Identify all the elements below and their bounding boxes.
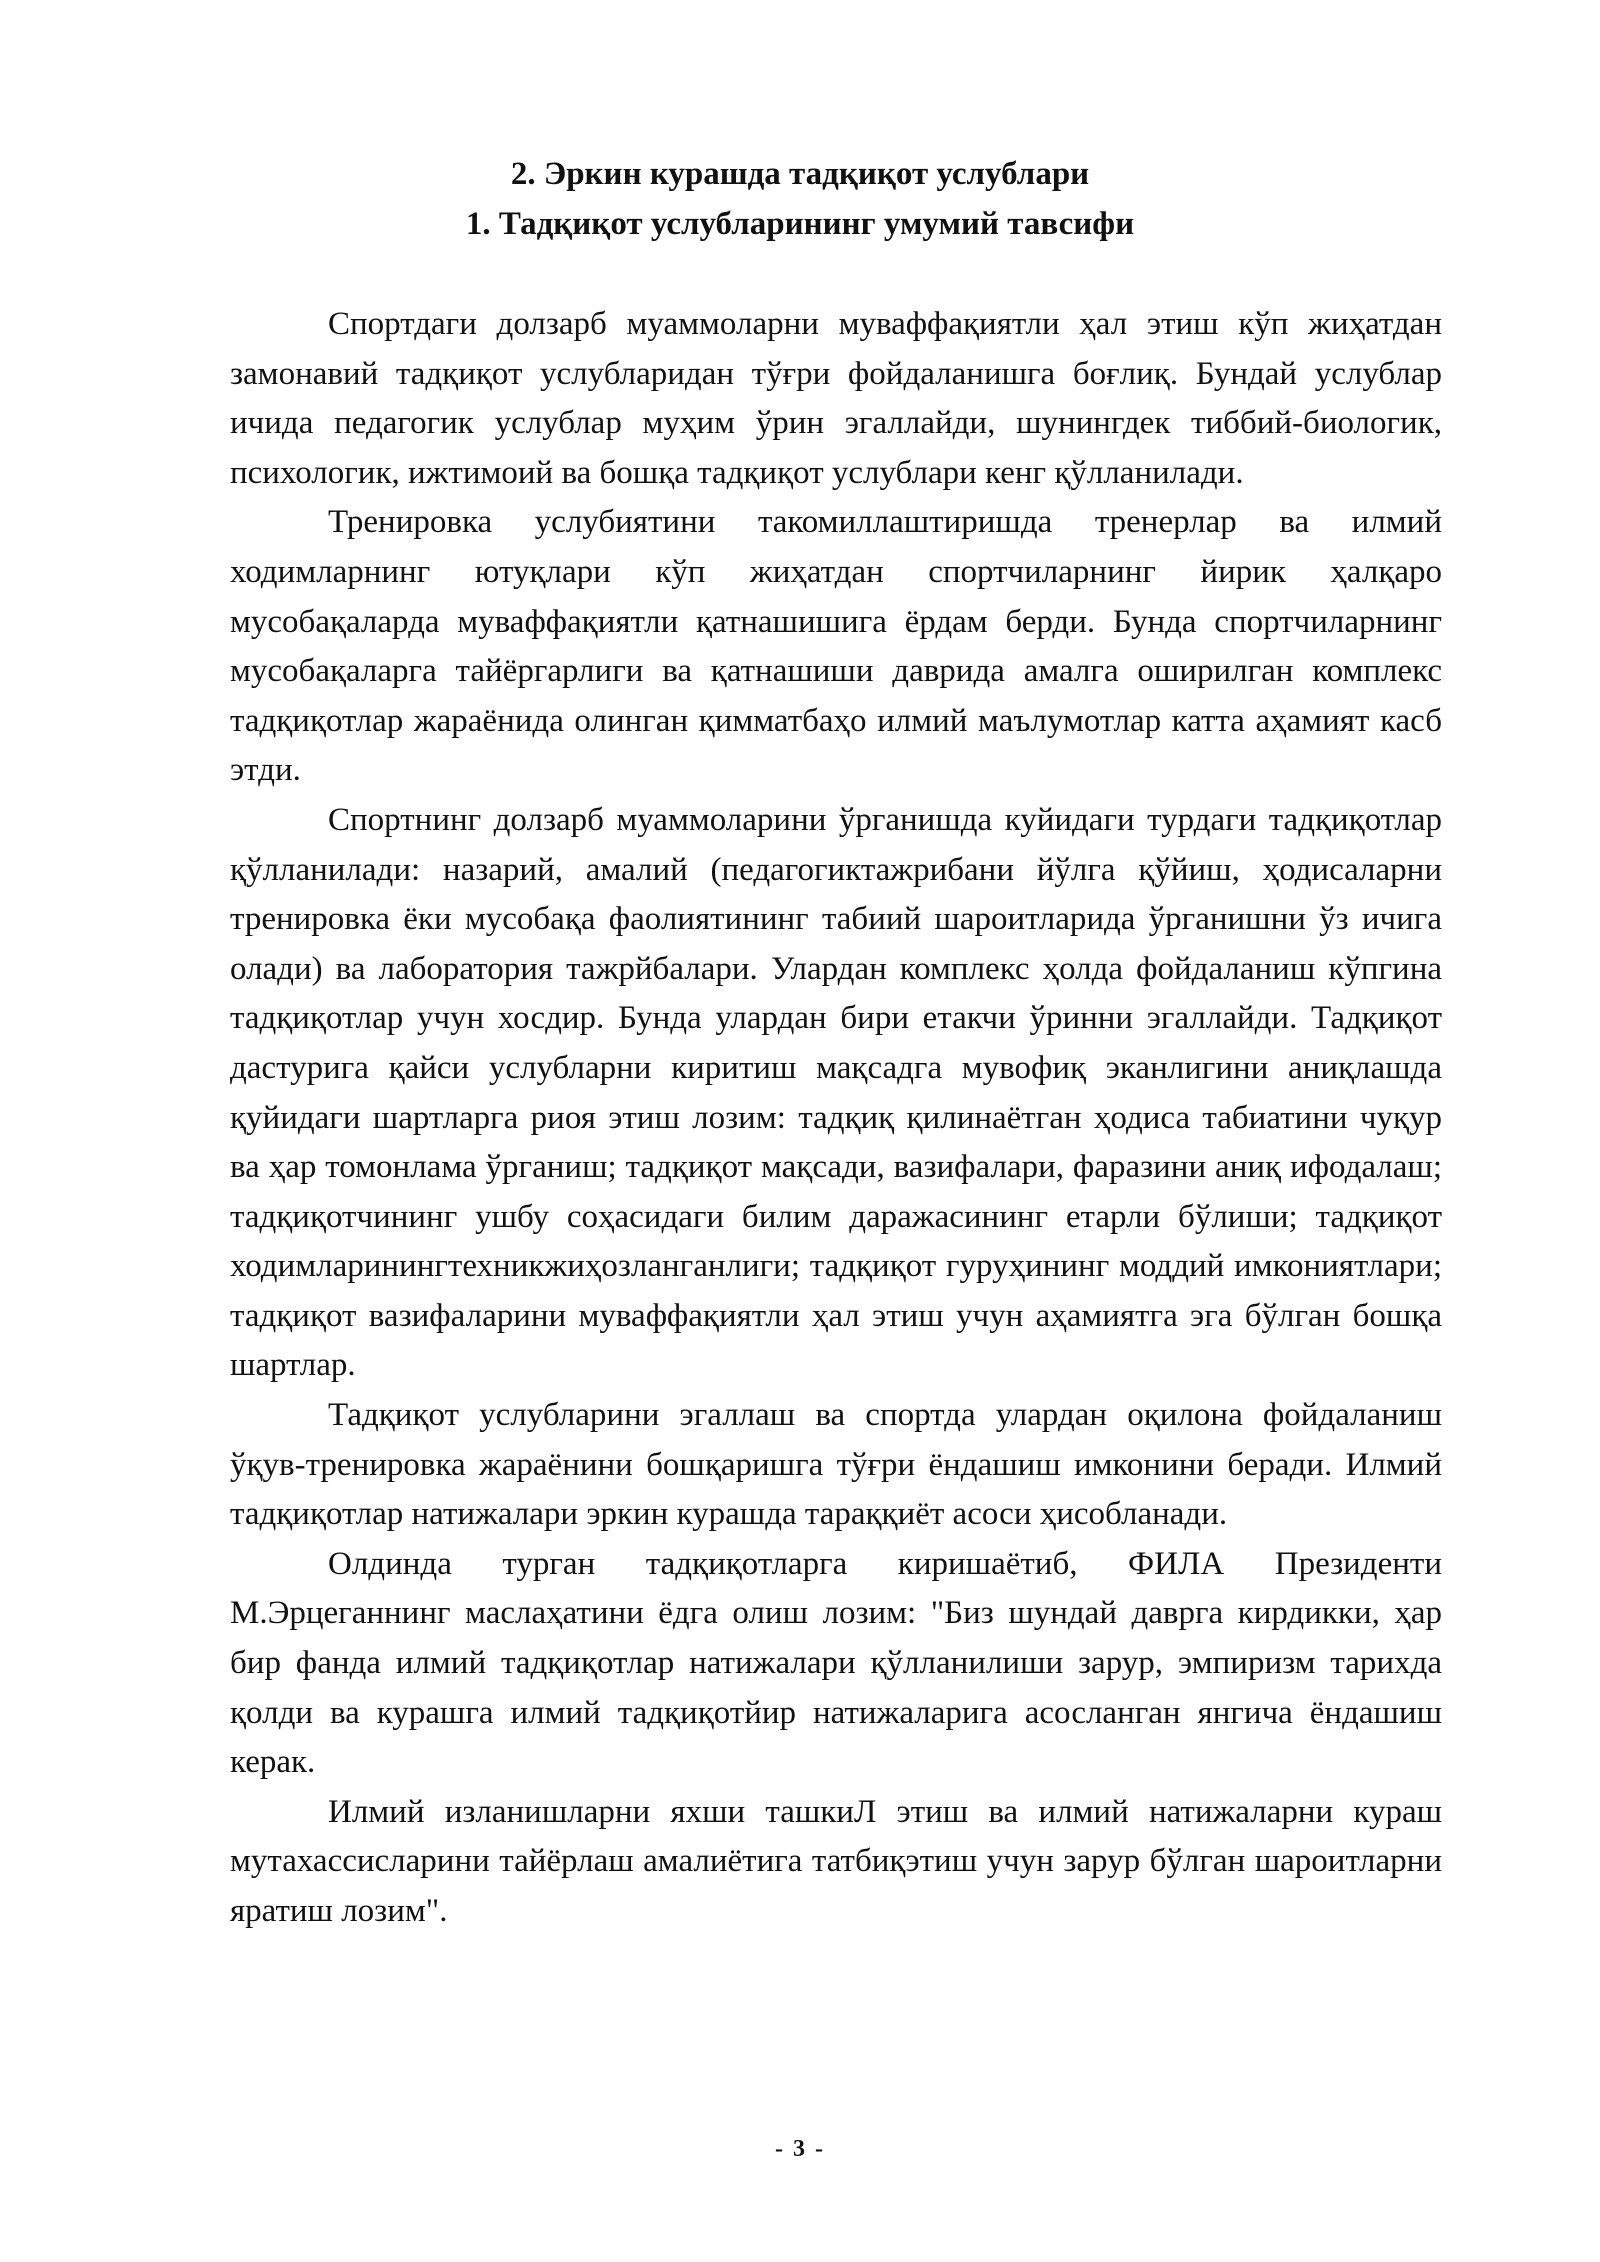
page-number: - 3 - (775, 2136, 825, 2162)
body-text (230, 300, 1442, 1937)
chapter-title: 2. Эркин курашда тадқиқот услублари (510, 156, 1090, 192)
paragraph: Тренировка услубиятини такомиллаштиришда тренерлар ва илмий ходимларнинг ютуқлари кўп жиҳатдан спортчиларнинг йирик ҳалқаро мусобақаларда муваффақиятли қатнашишига ёрдам берди. Бунда спортчиларнинг мусобақаларга тайёргарлиги ва қатнашиши даврида амалга оширилган комплекс тадқиқотлар жараёнида олинган қимматбаҳо илмий маълумотлар катта аҳамият касб этди. (230, 504, 1442, 789)
paragraph: Спортдаги долзарб муаммоларни муваффақиятли ҳал этиш кўп жиҳатдан замонавий тадқиқот услубларидан тўғри фойдаланишга боғлиқ. Бундай услублар ичида педагогик услублар муҳим ўрин эгаллайди, шунингдек тиббий-биологик, психологик, ижтимоий ва бошқа тадқиқот услублари кенг қўлланилади. (230, 306, 1442, 491)
section-title: 1. Тадқиқот услубларининг умумий тавсифи (465, 206, 1135, 242)
paragraph: Спортнинг долзарб муаммоларини ўрганишда куйидаги турдаги тадқиқотлар қўлланилади: назарий, амалий (педагогиктажрибани йўлга қўйиш, ҳодисаларни тренировка ёки мусобақа фаолиятининг табиий шароитларида ўрганишни ўз ичига олади) ва лаборатория тажрйбалари. Улардан комплекс ҳолда фойдаланиш кўпгина тадқиқотлар учун хосдир. Бунда улардан бири етакчи ўринни эгаллайди. Тадқиқот дастурига қайси услубларни киритиш мақсадга мувофиқ эканлигини аниқлашда қуйидаги шартларга риоя этиш лозим: тадқиқ қилинаётган ҳодиса табиатини чуқур ва ҳар томонлама ўрганиш; тадқиқот мақсади, вазифалари, фаразини аниқ ифодалаш; тадқиқотчининг ушбу соҳасидаги билим даражасининг етарли бўлиши; тадқиқот ходимларинингтехникжиҳозланганлиги; тадқиқот гуруҳининг моддий имкониятлари; тадқиқот вазифаларини муваффақиятли ҳал этиш учун аҳамиятга эга бўлган бошқа шартлар. (230, 801, 1442, 1384)
paragraph: Тадқиқот услубларини эгаллаш ва спортда улардан оқилона фойдаланиш ўқув-тренировка жараёнини бошқаришга тўғри ёндашиш имконини беради. Илмий тадқиқотлар натижалари эркин курашда тараққиёт асоси ҳисобланади. (230, 1397, 1442, 1533)
paragraph: Илмий изланишларни яхши ташкиЛ этиш ва илмий натижаларни кураш мутахассисларини тайёрлаш амалиётига татбиқэтиш учун зарур бўлган шароитларни яратиш лозим". (230, 1793, 1442, 1929)
paragraph: Олдинда турган тадқиқотларга киришаётиб, ФИЛА Президенти М.Эрцеганнинг маслаҳатини ёдга олиш лозим: "Биз шундай даврга кирдикки, ҳар бир фанда илмий тадқиқотлар натижалари қўлланилиши зарур, эмпиризм тарихда қолди ва курашга илмий тадқиқотйир натижаларига асосланган янгича ёндашиш керак. (230, 1545, 1442, 1781)
